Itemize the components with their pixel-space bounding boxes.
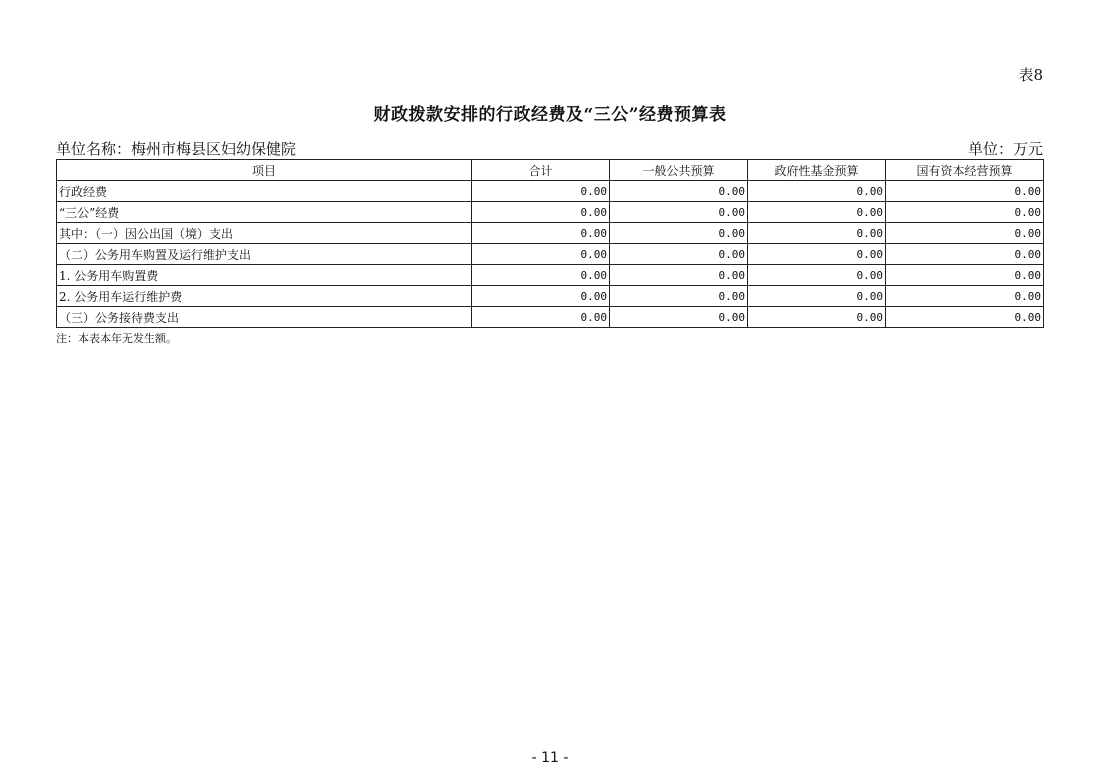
row-item-label: （三）公务接待费支出 (57, 307, 472, 328)
document-title: 财政拨款安排的行政经费及“三公”经费预算表 (373, 105, 727, 125)
cell-government-fund-budget: 0.00 (748, 223, 886, 244)
cell-total: 0.00 (472, 307, 610, 328)
cell-state-capital-budget: 0.00 (886, 181, 1044, 202)
row-item-label: “三公”经费 (57, 202, 472, 223)
cell-total: 0.00 (472, 286, 610, 307)
cell-government-fund-budget: 0.00 (748, 307, 886, 328)
table-row (57, 307, 1044, 328)
row-item-label: 1. 公务用车购置费 (57, 265, 472, 286)
currency-unit: 单位：万元 (967, 140, 1043, 158)
row-item-label: 其中：（一）因公出国（境）支出 (57, 223, 472, 244)
cell-government-fund-budget: 0.00 (748, 202, 886, 223)
page-number: - 11 - (531, 750, 569, 766)
table-row (57, 181, 1044, 202)
budget-table (56, 159, 1044, 328)
cell-general-public-budget: 0.00 (610, 202, 748, 223)
table-row (57, 244, 1044, 265)
column-header-item: 项目 (57, 160, 472, 181)
column-header-general-public-budget: 一般公共预算 (610, 160, 748, 181)
unit-name: 单位名称：梅州市梅县区妇幼保健院 (56, 140, 297, 158)
row-item-label: 2. 公务用车运行维护费 (57, 286, 472, 307)
cell-total: 0.00 (472, 265, 610, 286)
cell-state-capital-budget: 0.00 (886, 202, 1044, 223)
table-number: 表8 (1018, 66, 1043, 84)
cell-state-capital-budget: 0.00 (886, 244, 1044, 265)
cell-general-public-budget: 0.00 (610, 286, 748, 307)
table-row (57, 265, 1044, 286)
cell-government-fund-budget: 0.00 (748, 265, 886, 286)
table-header-row (57, 160, 1044, 181)
cell-state-capital-budget: 0.00 (886, 307, 1044, 328)
cell-general-public-budget: 0.00 (610, 265, 748, 286)
cell-state-capital-budget: 0.00 (886, 286, 1044, 307)
cell-total: 0.00 (472, 223, 610, 244)
table-row (57, 223, 1044, 244)
cell-total: 0.00 (472, 244, 610, 265)
cell-general-public-budget: 0.00 (610, 307, 748, 328)
cell-state-capital-budget: 0.00 (886, 265, 1044, 286)
table-note: 注：本表本年无发生额。 (56, 332, 177, 345)
cell-total: 0.00 (472, 181, 610, 202)
cell-government-fund-budget: 0.00 (748, 244, 886, 265)
cell-general-public-budget: 0.00 (610, 244, 748, 265)
cell-total: 0.00 (472, 202, 610, 223)
table-row (57, 286, 1044, 307)
column-header-state-capital-budget: 国有资本经营预算 (886, 160, 1044, 181)
cell-government-fund-budget: 0.00 (748, 181, 886, 202)
cell-general-public-budget: 0.00 (610, 223, 748, 244)
cell-government-fund-budget: 0.00 (748, 286, 886, 307)
column-header-government-fund-budget: 政府性基金预算 (748, 160, 886, 181)
cell-state-capital-budget: 0.00 (886, 223, 1044, 244)
column-header-total: 合计 (472, 160, 610, 181)
row-item-label: 行政经费 (57, 181, 472, 202)
table-row (57, 202, 1044, 223)
row-item-label: （二）公务用车购置及运行维护支出 (57, 244, 472, 265)
cell-general-public-budget: 0.00 (610, 181, 748, 202)
unit-info-row (56, 138, 1043, 158)
